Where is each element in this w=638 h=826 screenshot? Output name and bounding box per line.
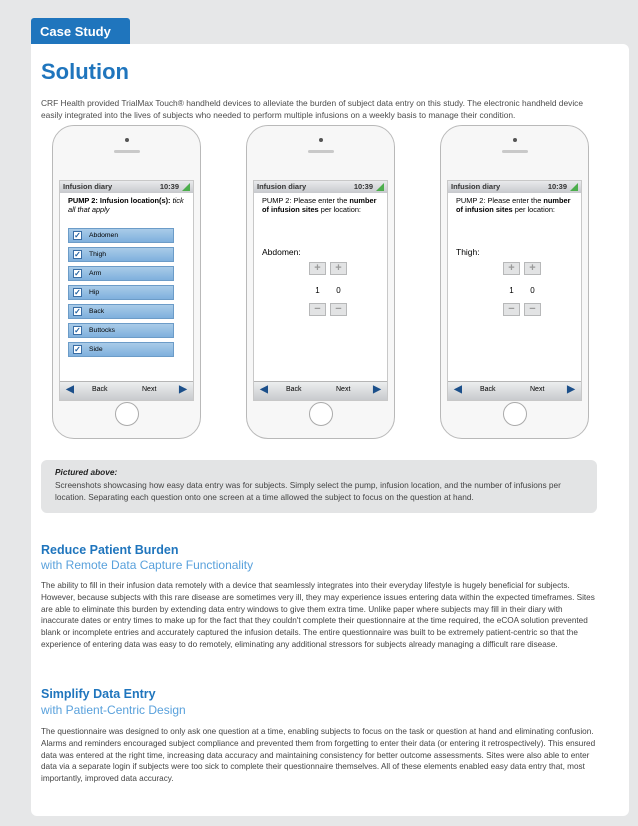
checkbox-checked-icon[interactable]: ✓: [74, 326, 81, 335]
section-heading-reduce-burden: Reduce Patient Burden: [41, 543, 179, 557]
phone-mockup-abdomen-count: [246, 125, 395, 439]
checkbox-checked-icon[interactable]: ✓: [74, 269, 81, 278]
back-button[interactable]: Back: [92, 386, 108, 393]
clock: 10:39: [353, 182, 373, 191]
home-button[interactable]: [503, 402, 527, 426]
question-text: PUMP 2: Please enter the number of infusion sites per location:: [456, 196, 571, 214]
phone-screen: [59, 180, 194, 401]
decrement-tens-button[interactable]: −: [503, 303, 520, 316]
app-title: Infusion diary: [451, 182, 501, 191]
signal-icon: [570, 183, 578, 191]
checkbox-checked-icon[interactable]: ✓: [74, 250, 81, 259]
digit-ones: 0: [530, 286, 535, 295]
back-arrow-icon[interactable]: ◀: [454, 384, 462, 395]
section-body-simplify-entry: The questionnaire was designed to only ask one question at a time, enabling subjects to focus on the task or question at hand and eliminating confusion. Alarms and reminders encouraged subject compliance and prevented them from forgetting to enter their data (or entering it retrospectively). This ensured data was entered at the right time, increasing data accuracy and maintaining consistency for better outcome assessments. Sites were also able to enter data via a separate login if subjects were too sick to complete their questionnaire themselves. All of these elements enabled easy data entry that, most importantly, improved data accuracy.: [41, 727, 596, 784]
phone-speaker: [513, 138, 517, 142]
checkbox-checked-icon[interactable]: ✓: [74, 231, 81, 240]
digit-ones: 0: [336, 286, 341, 295]
next-arrow-icon[interactable]: ▶: [567, 384, 575, 395]
home-button[interactable]: [309, 402, 333, 426]
decrement-ones-button[interactable]: −: [524, 303, 541, 316]
phone-earpiece: [502, 150, 528, 153]
next-arrow-icon[interactable]: ▶: [373, 384, 381, 395]
increment-ones-button[interactable]: +: [330, 262, 347, 275]
back-arrow-icon[interactable]: ◀: [260, 384, 268, 395]
home-button[interactable]: [115, 402, 139, 426]
nav-bar: [60, 381, 193, 400]
intro-paragraph: CRF Health provided TrialMax Touch® handheld devices to alleviate the burden of subject data entry on this study. The electronic handheld device easily integrated into the lives of subjects who needed to perform multiple infusions on a weekly basis to manage their condition.: [41, 98, 584, 120]
next-button[interactable]: Next: [142, 386, 157, 393]
case-study-tab: Case Study: [31, 18, 130, 45]
signal-icon: [182, 183, 190, 191]
location-label: Thigh:: [456, 247, 480, 257]
app-title: Infusion diary: [257, 182, 307, 191]
status-bar: [60, 181, 193, 193]
back-button[interactable]: Back: [480, 386, 496, 393]
phone-speaker: [125, 138, 129, 142]
next-button[interactable]: Next: [336, 386, 351, 393]
phone-mockup-thigh-count: [440, 125, 589, 439]
signal-icon: [376, 183, 384, 191]
phone-earpiece: [114, 150, 140, 153]
option-abdomen[interactable]: ✓ Abdomen: [68, 228, 174, 243]
back-arrow-icon[interactable]: ◀: [66, 384, 74, 395]
question-text: PUMP 2: Infusion location(s): tick all that apply: [68, 196, 184, 214]
increment-tens-button[interactable]: +: [503, 262, 520, 275]
app-title: Infusion diary: [63, 182, 113, 191]
status-bar: [448, 181, 581, 193]
next-button[interactable]: Next: [530, 386, 545, 393]
option-hip[interactable]: ✓ Hip: [68, 285, 174, 300]
digit-tens: 1: [315, 286, 320, 295]
caption-box: [41, 460, 597, 513]
phone-mockup-location-select: [52, 125, 201, 439]
section-subheading-remote-capture: with Remote Data Capture Functionality: [41, 558, 254, 572]
caption-title: Pictured above:: [55, 467, 118, 477]
increment-tens-button[interactable]: +: [309, 262, 326, 275]
status-bar: [254, 181, 387, 193]
caption-text: Screenshots showcasing how easy data entry was for subjects. Simply select the pump, infusion location, and the number of infusions per location. Separating each question onto one screen at a time allowed the subject to focus on the question at hand.: [55, 480, 561, 502]
digit-tens: 1: [509, 286, 514, 295]
clock: 10:39: [159, 182, 179, 191]
checkbox-checked-icon[interactable]: ✓: [74, 288, 81, 297]
option-back[interactable]: ✓ Back: [68, 304, 174, 319]
decrement-tens-button[interactable]: −: [309, 303, 326, 316]
section-body-reduce-burden: The ability to fill in their infusion data remotely with a device that seamlessly integrates into their everyday lifestyle is hugely beneficial for subjects. However, because subjects with this rare disease are sometimes very ill, they may experience issues entering data within the expected timeframes. Sites are able to eliminate this burden by extending data entry windows to give them extra time. Unlike paper where subjects may fill in their diary with inaccurate dates or entry times to make up for the fact that they couldn't complete their questionnaire at the time required, the eCOA solution prevented blank or incomplete entries and accurately captured the infusion details. The entire questionnaire was built to be extremely patient-centric so that the experience of entering data was easy to do remotely, eliminating any additional stressors for subjects already managing a difficult rare disease.: [41, 581, 595, 649]
phone-screen: [253, 180, 388, 401]
option-thigh[interactable]: ✓ Thigh: [68, 247, 174, 262]
section-heading-simplify-entry: Simplify Data Entry: [41, 687, 156, 701]
location-label: Abdomen:: [262, 247, 301, 257]
phone-speaker: [319, 138, 323, 142]
section-subheading-patient-centric: with Patient-Centric Design: [41, 703, 186, 717]
clock: 10:39: [547, 182, 567, 191]
back-button[interactable]: Back: [286, 386, 302, 393]
phone-earpiece: [308, 150, 334, 153]
phone-screen: [447, 180, 582, 401]
increment-ones-button[interactable]: +: [524, 262, 541, 275]
next-arrow-icon[interactable]: ▶: [179, 384, 187, 395]
nav-bar: [448, 381, 581, 400]
checkbox-checked-icon[interactable]: ✓: [74, 307, 81, 316]
page-title: Solution: [41, 59, 129, 84]
option-arm[interactable]: ✓ Arm: [68, 266, 174, 281]
nav-bar: [254, 381, 387, 400]
decrement-ones-button[interactable]: −: [330, 303, 347, 316]
checkbox-checked-icon[interactable]: ✓: [74, 345, 81, 354]
option-side[interactable]: ✓ Side: [68, 342, 174, 357]
question-text: PUMP 2: Please enter the number of infusion sites per location:: [262, 196, 377, 214]
option-buttocks[interactable]: ✓ Buttocks: [68, 323, 174, 338]
